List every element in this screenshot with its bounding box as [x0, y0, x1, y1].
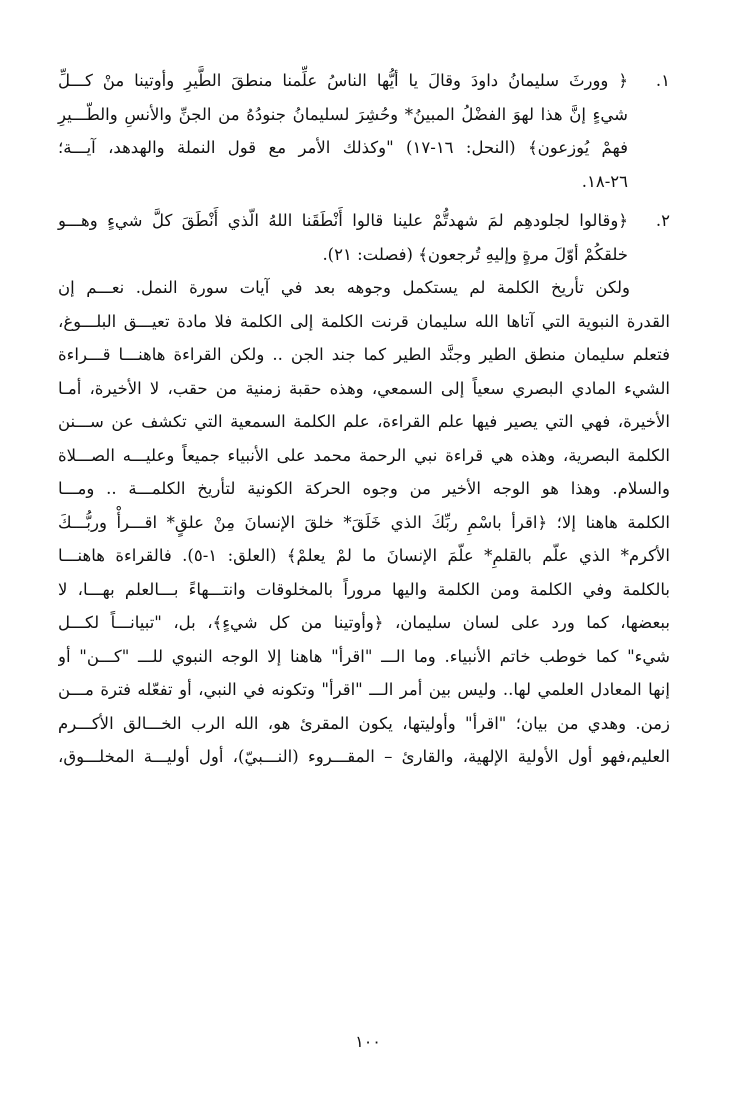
page-number: ١٠٠: [355, 1032, 381, 1051]
text-line: ﴿وقالوا لجلودهِم لمَ شهدتُّمْ علينا قالوا أَنْطَقَنا اللهُ الّذي أَنْطَقَ كلَّ شيءٍ وهـــو: [58, 211, 628, 230]
item-body: [58, 204, 628, 271]
item-number: ١.: [655, 71, 670, 90]
text-line: الكلمة البصرية، وهذه هي قراءة نبي الرحمة محمد على الأنبياء جميعاً وعليـــه الصـــلاة: [58, 445, 670, 465]
text-line: ولكن تأريخ الكلمة لم يستكمل وجوهه بعد في آيات سورة النمل. نعـــم إن: [58, 278, 630, 297]
text-line: شيء" كما خوطب خاتم الأنبياء. وما الـــ "اقرأ" هاهنا إلا الوجه النبوي للـــ "كـــن" أو: [58, 646, 670, 666]
text-line: والسلام. وهذا هو الوجه الأخير من وجوه الحركة الكونية لتأريخ الكلمـــة .. ومـــا: [58, 479, 670, 498]
text-line: ببعضها، كما ورد على لسان سليمان، ﴿وأوتينا من كل شيءٍ﴾، بل، "تبيانـــاً لكـــل: [58, 613, 670, 632]
text-line: ﴿ وورثَ سليمانُ داودَ وقالَ يا أيُّها الناسُ علِّمنا منطقَ الطَّيرِ وأوتينا منْ كـــلِّ: [58, 71, 628, 90]
body-paragraph: [58, 271, 670, 774]
item-number: ٢.: [655, 211, 670, 230]
item-body: [58, 64, 628, 198]
quote-item-2: [58, 204, 670, 271]
text-line: ٢٦-١٨.: [581, 171, 628, 191]
text-line: إنها المعادل العلمي لها.. وليس بين أمر الـــ "اقرأ" وتكونه في النبي، أو تفعّله فترة مـــن: [58, 680, 670, 699]
quote-item-1: [58, 64, 670, 198]
text-line: القدرة النبوية التي آتاها الله سليمان قرنت الكلمة إلى الكلمة فلا مادة تعيـــق البلـــوغ،: [58, 311, 670, 331]
text-line: العليم،فهو أول الأولية الإلهية، والقارئ – المقـــروء (النـــبيّ)، أول أوليـــة المخلـــوق،: [58, 747, 670, 766]
text-line: الأخيرة، فهي التي يصير فيها علم القراءة، علم الكلمة السمعية التي تكشف عن ســـنن: [58, 412, 670, 431]
text-line: شيءٍ إنَّ هذا لهوَ الفضْلُ المبينُ* وحُشِرَ لسليمانُ جنودُهُ من الجنِّ والأنسِ والطّـــيرِ: [58, 104, 628, 124]
text-line: فتعلم سليمان منطق الطير وجنَّد الطير كما جند الجن .. ولكن القراءة هاهنـــا قـــراءة: [58, 345, 670, 364]
text-line: الأكرم* الذي علّم بالقلمِ* علّمَ الإنسانَ ما لمْ يعلمْ﴾ (العلق: ١-٥). فالقراءة هاهنـــا: [58, 546, 670, 565]
text-line: خلقكُمْ أوّلَ مرةٍ وإليهِ تُرجعون﴾ (فصلت: ٢١).: [322, 244, 628, 264]
text-line: زمن. وهدي من بيان؛ "اقرأ" وأوليتها، يكون المقرئ هو، الله الرب الخـــالق الأكـــرم: [58, 713, 670, 733]
text-line: الشيء المادي البصري سعياً إلى السمعي، وهذه حقبة زمنية من حقب، لا الأخيرة، أمـا: [58, 378, 670, 398]
text-line: بالكلمة وفي الكلمة ومن الكلمة واليها مروراً بالمخلوقات وانتـــهاءً بـــالعلم بهـــا، لا: [58, 579, 670, 599]
text-line: فهمْ يُوزعون﴾ (النحل: ١٦-١٧) "وكذلك الأمر مع قول النملة والهدهد، آيـــة؛: [58, 138, 628, 157]
text-line: الكلمة هاهنا إلا؛ ﴿اقرأ باسْمِ ربِّكَ الذي خَلَقَ* خلقَ الإنسانَ مِنْ علقٍ* اقـــرأْ وربُّـــكَ: [58, 512, 670, 532]
